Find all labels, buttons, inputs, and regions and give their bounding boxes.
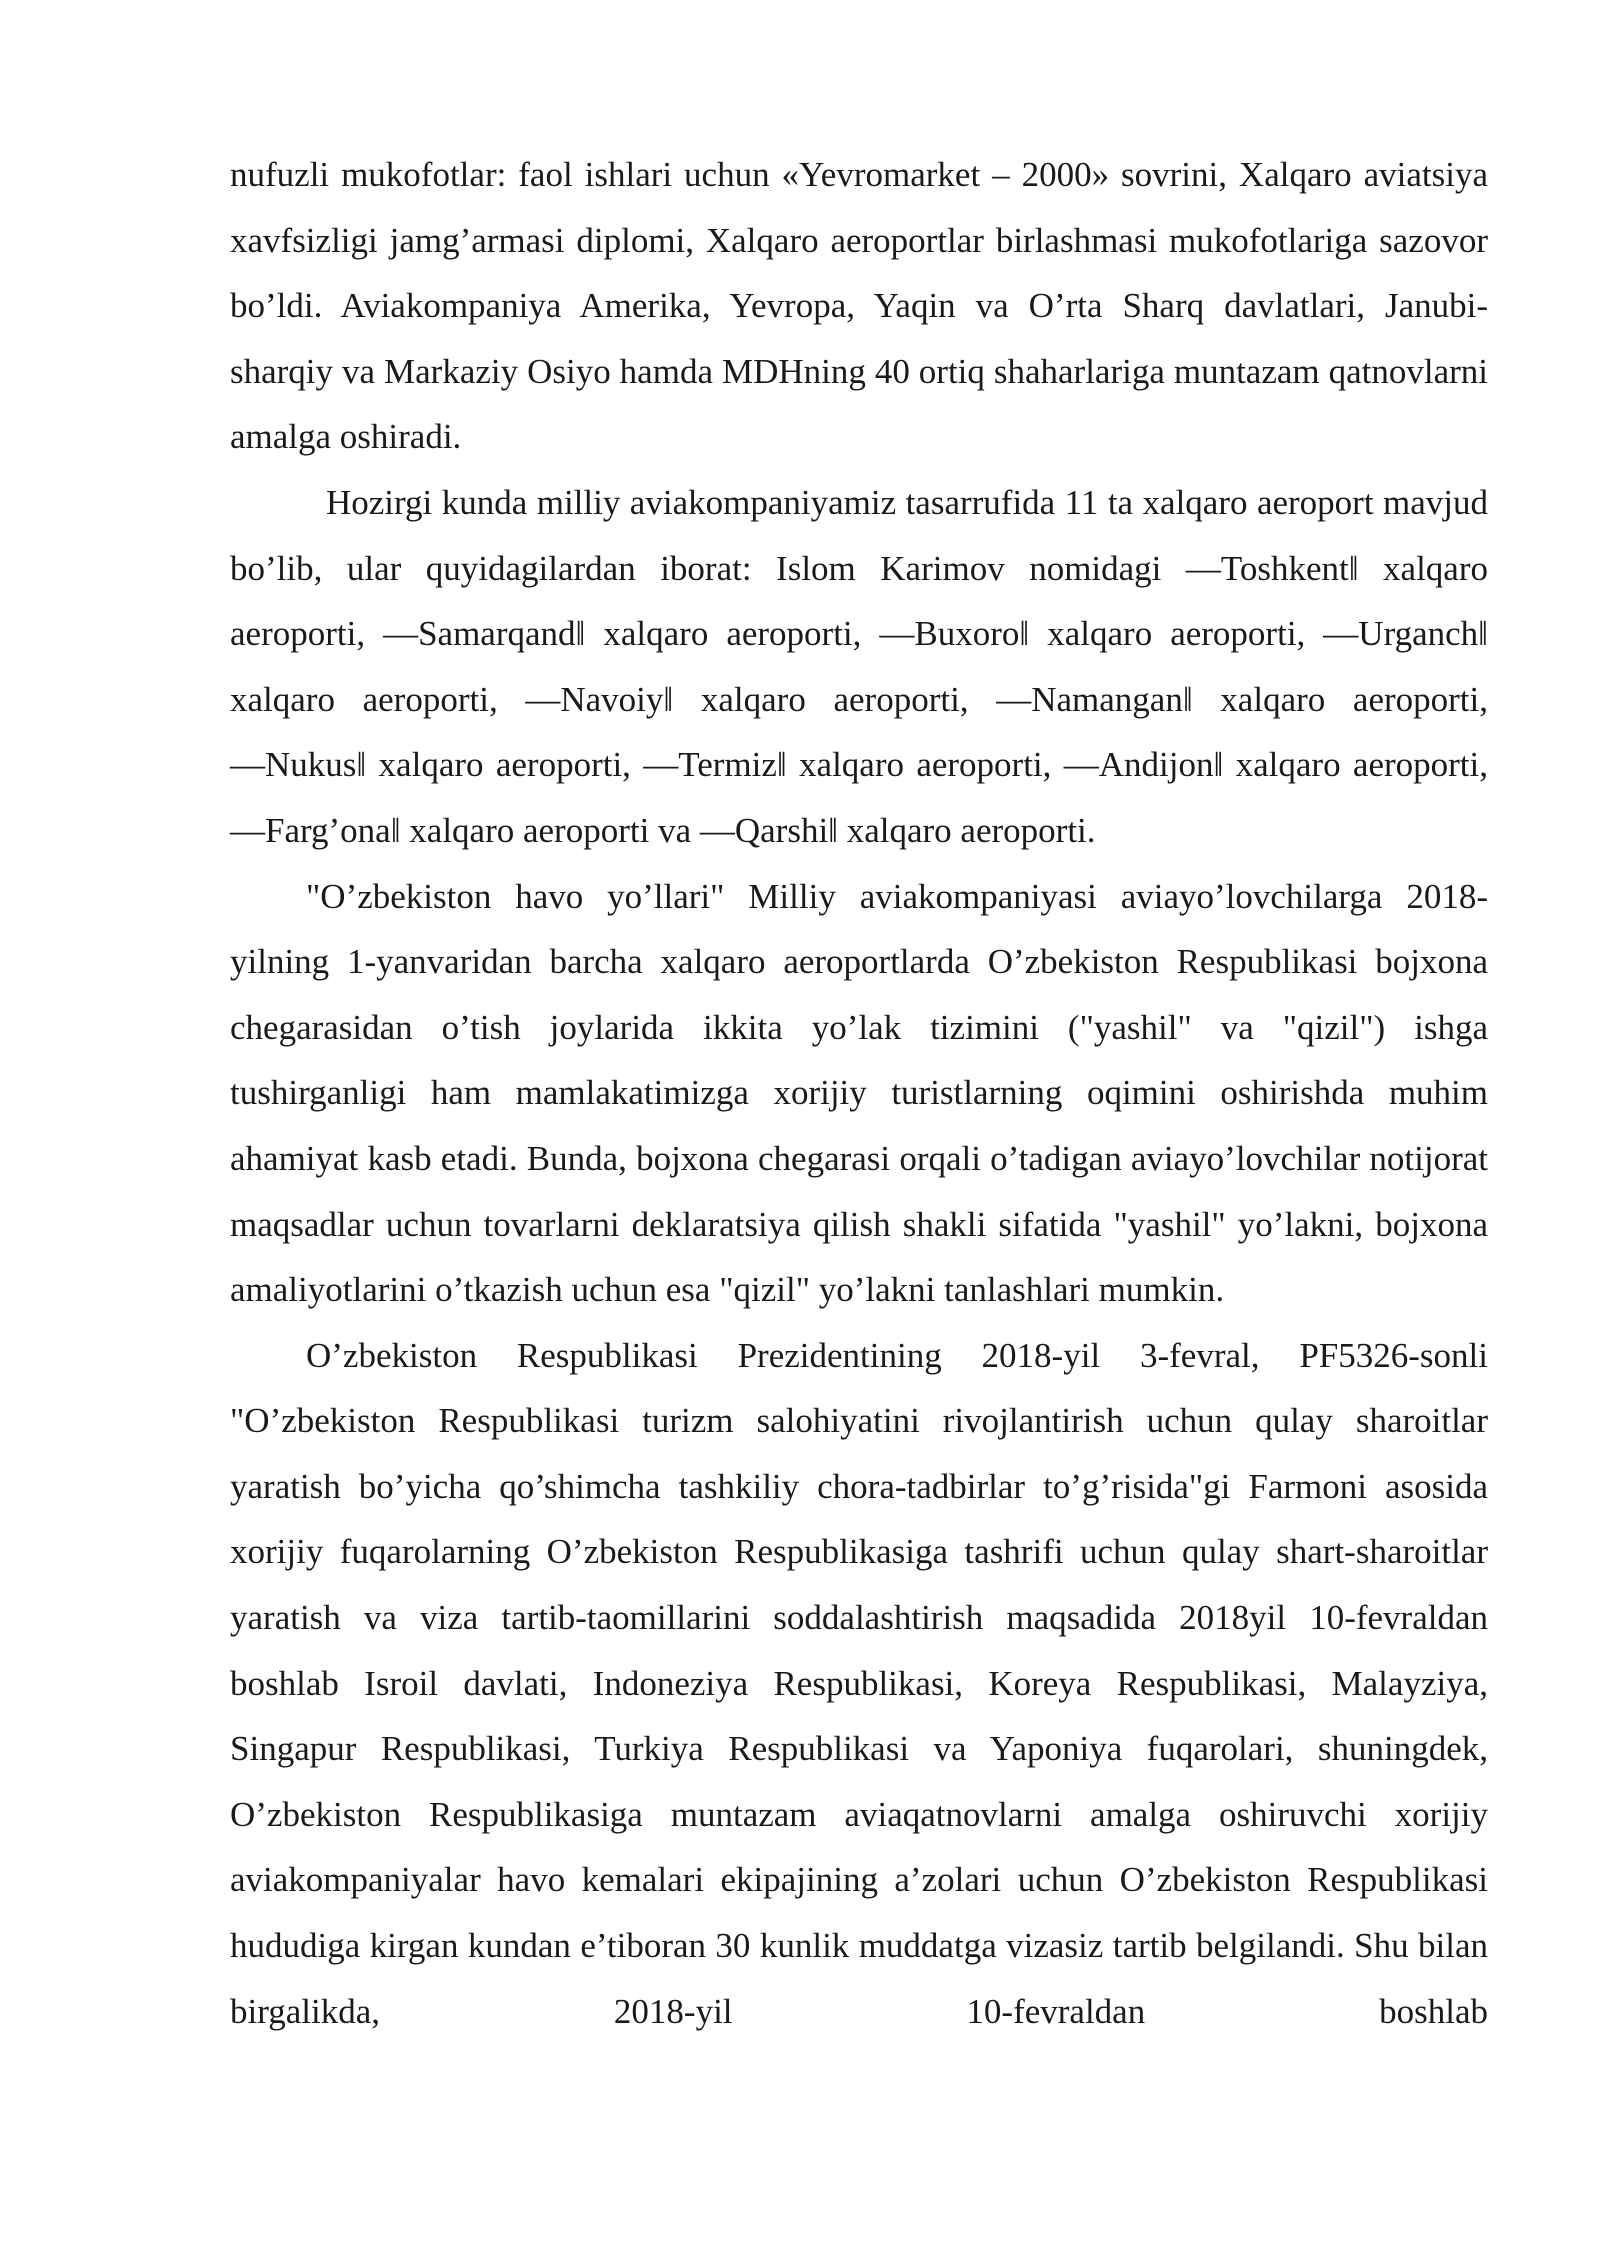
paragraph-airports: Hozirgi kunda milliy aviakompaniyamiz tasarrufida 11 ta xalqaro aeroport mavjud bo’lib, ular quyidagilardan iborat: Islom Karimov nomidagi ―Toshkent‖ xalqaro aeroporti, ―Samarqand‖ xalqaro aeroporti, ―Buxoro‖ xalqaro aeroporti, ―Urganch‖ xalqaro aeroporti, ―Navoiy‖ xalqaro aeroporti, ―Namangan‖ xalqaro aeroporti, ―Nukus‖ xalqaro aeroporti, ―Termiz‖ xalqaro aeroporti, ―Andijon‖ xalqaro aeroporti, ―Farg’ona‖ xalqaro aeroporti va ―Qarshi‖ xalqaro aeroporti. — [230, 482, 1488, 850]
paragraph-visa-decree: O’zbekiston Respublikasi Prezidentining 2018-yil 3-fevral, PF5326-sonli "O’zbekiston Respublikasi turizm salohiyatini rivojlantirish uchun qulay sharoitlar yaratish bo’yicha qo’shimcha tashkiliy chora-tadbirlar to’g’risida"gi Farmoni asosida xorijiy fuqarolarning O’zbekiston Respublikasiga tashrifi uchun qulay shart-sharoitlar yaratish va viza tartib-taomillarini soddalashtirish maqsadida 2018yil 10-fevraldan boshlab Isroil davlati, Indoneziya Respublikasi, Koreya Respublikasi, Malayziya, Singapur Respublikasi, Turkiya Respublikasi va Yaponiya fuqarolari, shuningdek, O’zbekiston Respublikasiga muntazam aviaqatnovlarni amalga oshiruvchi xorijiy aviakompaniyalar havo kemalari ekipajining a’zolari uchun O’zbekiston Respublikasi hududiga kirgan kundan e’tiboran 30 kunlik muddatga vizasiz tartib belgilandi. Shu bilan birgalikda, 2018-yil 10-fevraldan boshlab — [230, 1335, 1488, 2031]
body-text — [230, 142, 1488, 2044]
paragraph-customs-corridors: "O’zbekiston havo yo’llari" Milliy aviakompaniyasi aviayo’lovchilarga 2018-yilning 1-yanvaridan barcha xalqaro aeroportlarda O’zbekiston Respublikasi bojxona chegarasidan o’tish joylarida ikkita yo’lak tizimini ("yashil" va "qizil") ishga tushirganligi ham mamlakatimizga xorijiy turistlarning oqimini oshirishda muhim ahamiyat kasb etadi. Bunda, bojxona chegarasi orqali o’tadigan aviayo’lovchilar notijorat maqsadlar uchun tovarlarni deklaratsiya qilish shakli sifatida "yashil" yo’lakni, bojxona amaliyotlarini o’tkazish uchun esa "qizil" yo’lakni tanlashlari mumkin. — [230, 876, 1488, 1310]
paragraph-awards: nufuzli mukofotlar: faol ishlari uchun «Yevromarket – 2000» sovrini, Xalqaro aviatsiya xavfsizligi jamg’armasi diplomi, Xalqaro aeroportlar birlashmasi mukofotlariga sazovor bo’ldi. Aviakompaniya Amerika, Yevropa, Yaqin va O’rta Sharq davlatlari, Janubi-sharqiy va Markaziy Osiyo hamda MDHning 40 ortiq shaharlariga muntazam qatnovlarni amalga oshiradi. — [230, 155, 1488, 457]
